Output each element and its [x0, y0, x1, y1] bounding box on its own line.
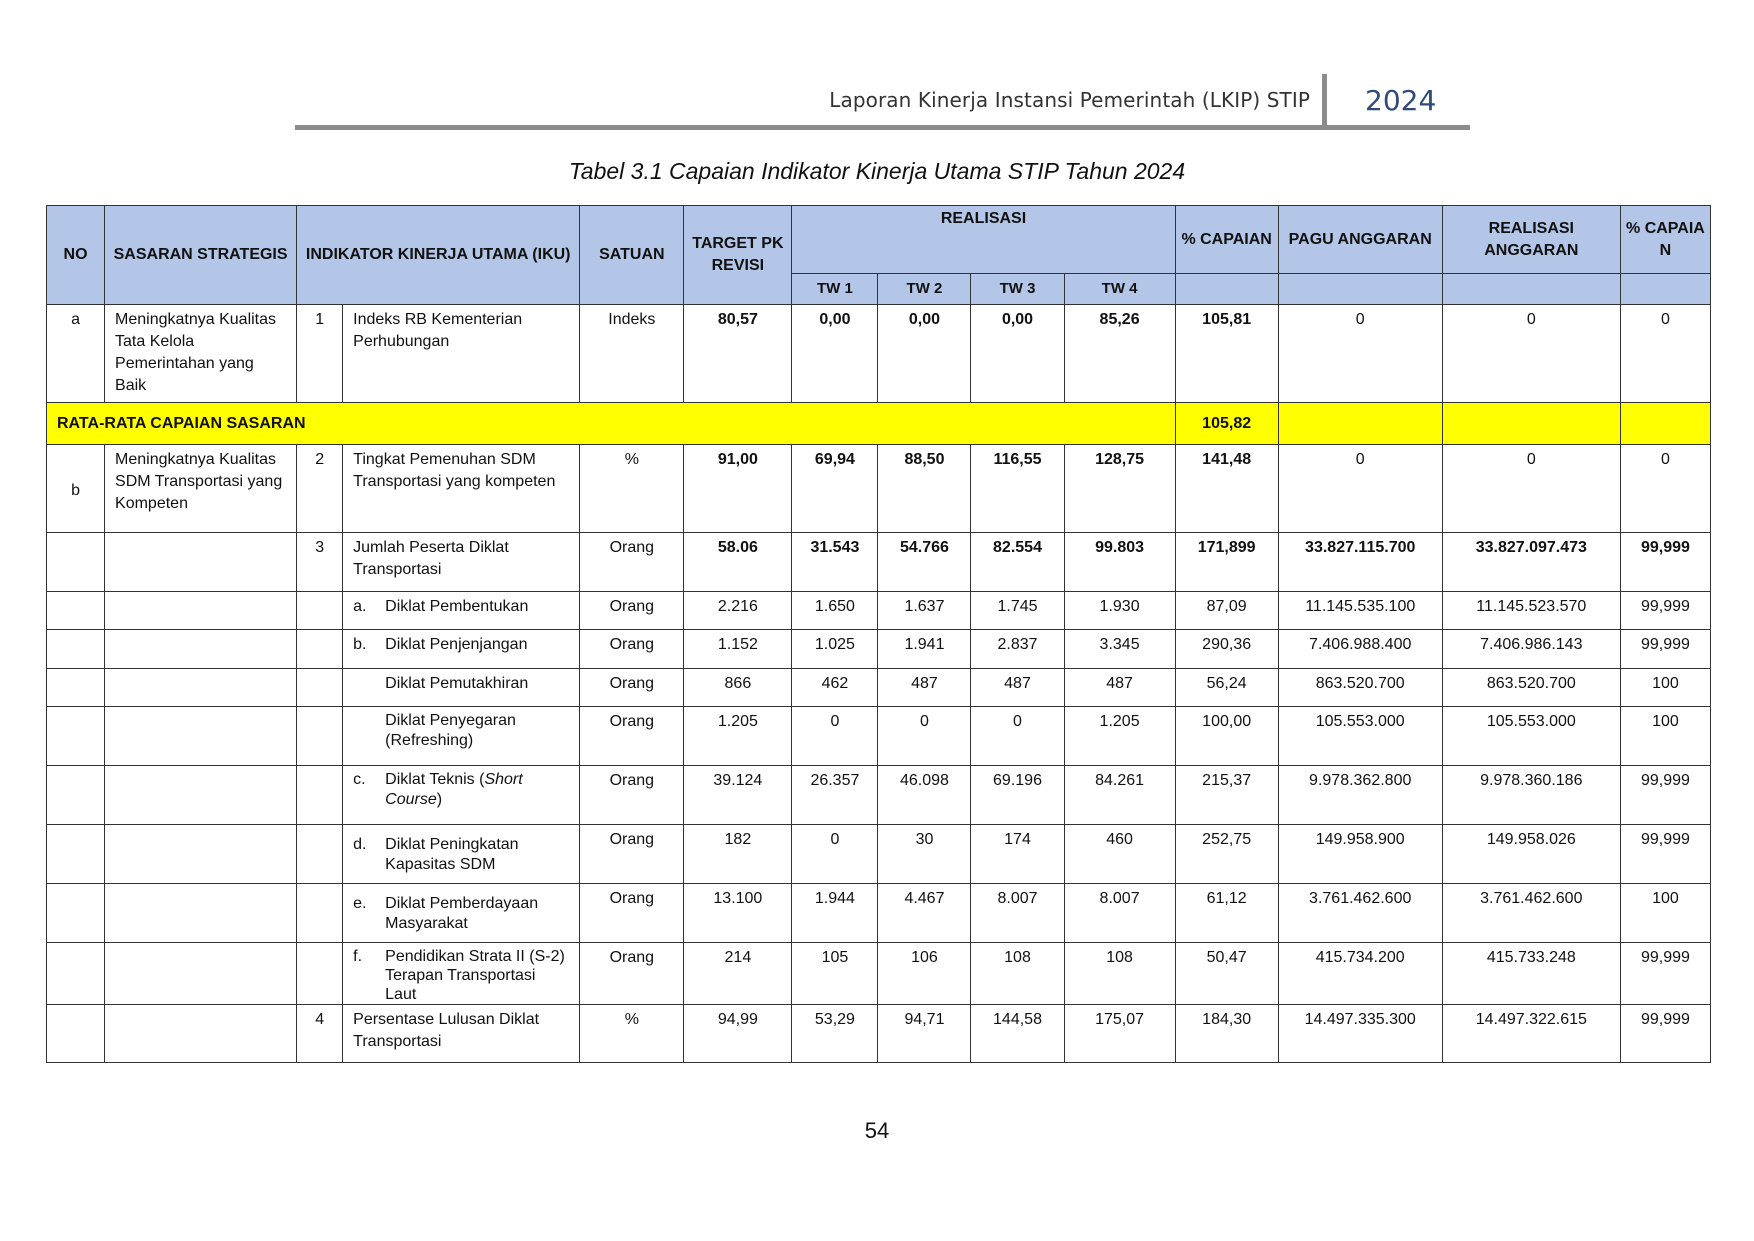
cell-iku: Pendidikan Strata II (S-2) Terapan Transportasi Laut: [385, 948, 565, 1003]
cell-satuan: Orang: [609, 713, 655, 730]
cell-pagu: 415.734.200: [1315, 949, 1405, 966]
cell-realisasi-anggaran: 105.553.000: [1486, 713, 1576, 730]
header-tw4: TW 4: [1064, 274, 1175, 305]
cell-realisasi-anggaran: 7.406.986.143: [1480, 636, 1583, 653]
cell-capaian: 141,48: [1202, 451, 1252, 468]
cell-tw4: 3.345: [1099, 636, 1140, 653]
cell-target: 13.100: [713, 890, 763, 907]
cell-iku-number: 1: [315, 311, 325, 328]
cell-target: 39.124: [713, 772, 763, 789]
cell-pagu: 863.520.700: [1315, 675, 1405, 692]
cell-capaian-anggaran: 100: [1652, 675, 1679, 692]
cell-capaian-anggaran: 99,999: [1640, 831, 1690, 848]
cell-realisasi-anggaran: 9.978.360.186: [1480, 772, 1583, 789]
cell-tw1: 31.543: [810, 539, 860, 556]
cell-tw3: 144,58: [993, 1011, 1042, 1028]
header-tw3: TW 3: [971, 274, 1064, 305]
cell-tw3: 108: [1004, 949, 1031, 966]
cell-target: 58.06: [717, 539, 758, 556]
cell-pagu: 0: [1355, 311, 1365, 328]
cell-capaian: 290,36: [1202, 636, 1252, 653]
cell-iku-number: 2: [315, 451, 325, 468]
cell-iku-close: ): [436, 791, 443, 808]
cell-tw3: 1.745: [997, 598, 1038, 615]
cell-iku: Diklat Pemutakhiran: [385, 675, 529, 692]
header-blank: [1442, 274, 1620, 305]
header-no: NO: [47, 206, 105, 305]
table-caption: Tabel 3.1 Capaian Indikator Kinerja Utama STIP Tahun 2024: [568, 158, 1186, 184]
header-realisasi: REALISASI: [792, 206, 1175, 274]
cell-tw2: 30: [915, 831, 934, 848]
cell-tw3: 174: [1004, 831, 1031, 848]
cell-pagu: 0: [1355, 451, 1365, 468]
cell-capaian: 61,12: [1206, 890, 1247, 907]
cell-capaian-anggaran: 99,999: [1640, 949, 1690, 966]
cell-sasaran: Meningkatnya Kualitas Tata Kelola Pemerintahan yang Baik: [115, 311, 277, 394]
cell-iku: Diklat Pembentukan: [385, 598, 529, 615]
cell-tw4: 460: [1106, 831, 1133, 848]
header-target: TARGET PK REVISI: [684, 206, 792, 305]
cell-tw2: 0,00: [908, 311, 941, 328]
table-row: [47, 305, 1711, 403]
cell-tw1: 0,00: [819, 311, 851, 328]
table-row: [47, 943, 1711, 1005]
cell-target: 866: [724, 675, 752, 692]
cell-pagu: 3.761.462.600: [1309, 890, 1412, 907]
cell-pagu: 105.553.000: [1315, 713, 1405, 730]
header-rule: [295, 125, 1470, 130]
table-row: [47, 669, 1711, 707]
performance-table: [46, 205, 1711, 1063]
cell-tw3: 487: [1004, 675, 1031, 692]
cell-sasaran: Meningkatnya Kualitas SDM Transportasi yang Kompeten: [115, 451, 283, 512]
header-capaian: % CAPAIAN: [1175, 206, 1278, 274]
cell-iku-italic: Short Course: [385, 771, 523, 808]
header-realisasi-anggaran: REALISASI ANGGARAN: [1442, 206, 1620, 274]
cell-iku: Tingkat Pemenuhan SDM Transportasi yang kompeten: [353, 451, 556, 490]
cell-tw2: 4.467: [904, 890, 945, 907]
cell-letter: c.: [353, 771, 366, 788]
cell-capaian-anggaran: 99,999: [1640, 1011, 1690, 1028]
cell-satuan: %: [624, 451, 639, 468]
cell-target: 94,99: [717, 1011, 758, 1028]
summary-row: [47, 403, 1711, 445]
table-row: [47, 592, 1711, 630]
header-sasaran: SASARAN STRATEGIS: [105, 206, 297, 305]
cell-capaian: 252,75: [1202, 831, 1252, 848]
cell-tw1: 105: [821, 949, 849, 966]
cell-realisasi-anggaran: 863.520.700: [1486, 675, 1576, 692]
header-blank: [1620, 274, 1710, 305]
cell-capaian: 50,47: [1206, 949, 1247, 966]
cell-no: b: [71, 481, 80, 499]
cell-tw4: 99.803: [1095, 539, 1145, 556]
table-row: [47, 884, 1711, 943]
cell-letter: f.: [353, 948, 363, 965]
cell-pagu: 7.406.988.400: [1309, 636, 1412, 653]
header-capaian-anggaran: % CAPAIA N: [1620, 206, 1710, 274]
cell-tw1: 1.650: [814, 598, 855, 615]
cell-tw1: 0: [830, 831, 840, 848]
cell-capaian-anggaran: 100: [1652, 890, 1679, 907]
cell-tw1: 53,29: [814, 1011, 855, 1028]
cell-iku: Diklat Peningkatan Kapasitas SDM: [385, 836, 519, 873]
cell-realisasi-anggaran: 149.958.026: [1486, 831, 1576, 848]
cell-pagu: 11.145.535.100: [1305, 598, 1416, 615]
cell-tw3: 82.554: [993, 539, 1042, 556]
cell-tw4: 487: [1106, 675, 1133, 692]
cell-capaian-anggaran: 99,999: [1640, 772, 1690, 789]
cell-tw1: 1.944: [814, 890, 855, 907]
cell-no: a: [71, 311, 80, 328]
cell-satuan: Orang: [609, 831, 655, 848]
cell-satuan: Orang: [609, 636, 655, 653]
cell-realisasi-anggaran: 3.761.462.600: [1480, 890, 1583, 907]
cell-capaian-anggaran: 100: [1652, 713, 1679, 730]
cell-tw2: 106: [911, 949, 938, 966]
header-year: 2024: [1365, 84, 1437, 117]
cell-iku: Jumlah Peserta Diklat Transportasi: [353, 539, 509, 578]
cell-pagu: 14.497.335.300: [1304, 1011, 1416, 1028]
cell-tw2: 0: [920, 713, 929, 730]
cell-tw4: 1.930: [1099, 598, 1140, 615]
cell-tw2: 94,71: [904, 1011, 945, 1028]
cell-tw2: 1.941: [904, 636, 945, 653]
cell-letter: e.: [353, 895, 367, 912]
cell-tw4: 8.007: [1099, 890, 1140, 907]
cell-target: 91,00: [717, 451, 758, 468]
table-row: [47, 707, 1711, 766]
header-tw1: TW 1: [792, 274, 878, 305]
cell-realisasi-anggaran: 0: [1526, 311, 1536, 328]
cell-capaian: 87,09: [1206, 598, 1247, 615]
cell-target: 182: [724, 831, 752, 848]
cell-capaian: 100,00: [1202, 713, 1252, 730]
summary-label: RATA-RATA CAPAIAN SASARAN: [57, 414, 306, 432]
cell-tw3: 116,55: [993, 451, 1042, 468]
cell-satuan: Indeks: [608, 311, 656, 328]
cell-capaian: 105,81: [1202, 311, 1252, 328]
header-tw2: TW 2: [878, 274, 971, 305]
cell-capaian: 184,30: [1202, 1011, 1252, 1028]
cell-realisasi-anggaran: 0: [1526, 451, 1536, 468]
cell-letter: a.: [353, 598, 367, 615]
cell-satuan: Orang: [609, 598, 655, 615]
page-number: 54: [864, 1118, 890, 1143]
cell-capaian: 171,899: [1197, 539, 1256, 556]
cell-tw3: 8.007: [997, 890, 1038, 907]
cell-target: 1.152: [717, 636, 758, 653]
cell-pagu: 149.958.900: [1315, 831, 1405, 848]
cell-letter: b.: [353, 636, 367, 653]
table-row: [47, 445, 1711, 533]
cell-tw4: 128,75: [1095, 451, 1145, 468]
cell-capaian-anggaran: 99,999: [1640, 636, 1690, 653]
cell-tw3: 0,00: [1001, 311, 1034, 328]
table-row: [47, 766, 1711, 825]
cell-tw1: 1.025: [814, 636, 855, 653]
cell-iku: Diklat Penyegaran (Refreshing): [385, 712, 516, 749]
table-row: [47, 533, 1711, 592]
cell-target: 214: [724, 949, 752, 966]
cell-realisasi-anggaran: 14.497.322.615: [1475, 1011, 1587, 1028]
cell-tw2: 46.098: [899, 772, 949, 789]
cell-target: 2.216: [717, 598, 758, 615]
summary-capaian: 105,82: [1202, 414, 1252, 432]
cell-iku: Diklat Penjenjangan: [385, 636, 528, 653]
table-row: [47, 1005, 1711, 1063]
cell-satuan: Orang: [609, 539, 655, 556]
cell-iku: Persentase Lulusan Diklat Transportasi: [353, 1011, 540, 1050]
cell-iku-number: 4: [315, 1011, 325, 1028]
cell-tw1: 462: [821, 675, 849, 692]
page-header: [295, 74, 1470, 130]
cell-tw1: 69,94: [814, 451, 855, 468]
cell-tw2: 1.637: [904, 598, 945, 615]
cell-capaian: 56,24: [1206, 675, 1247, 692]
cell-capaian-anggaran: 0: [1660, 311, 1670, 328]
header-iku: INDIKATOR KINERJA UTAMA (IKU): [297, 206, 580, 305]
cell-iku: Indeks RB Kementerian Perhubungan: [353, 311, 523, 350]
cell-tw3: 0: [1013, 713, 1022, 730]
cell-satuan: Orang: [609, 772, 655, 789]
cell-tw4: 108: [1106, 949, 1133, 966]
header-blank: [1278, 274, 1442, 305]
cell-tw2: 88,50: [904, 451, 945, 468]
cell-tw2: 54.766: [899, 539, 949, 556]
cell-tw1: 26.357: [810, 772, 860, 789]
cell-capaian: 215,37: [1202, 772, 1252, 789]
table-row: [47, 630, 1711, 669]
header-blank: [1175, 274, 1278, 305]
cell-iku-number: 3: [315, 539, 325, 556]
cell-satuan: Orang: [609, 890, 655, 907]
cell-tw4: 85,26: [1099, 311, 1140, 328]
header-title: Laporan Kinerja Instansi Pemerintah (LKIP) STIP: [829, 88, 1310, 112]
cell-tw3: 2.837: [997, 636, 1038, 653]
cell-tw2: 487: [911, 675, 938, 692]
cell-tw3: 69.196: [993, 772, 1042, 789]
cell-realisasi-anggaran: 415.733.248: [1486, 949, 1576, 966]
cell-tw4: 84.261: [1095, 772, 1145, 789]
cell-tw4: 175,07: [1095, 1011, 1145, 1028]
header-divider: [1322, 74, 1327, 130]
cell-capaian-anggaran: 99,999: [1640, 598, 1690, 615]
header-pagu: PAGU ANGGARAN: [1278, 206, 1442, 274]
cell-realisasi-anggaran: 11.145.523.570: [1476, 598, 1587, 615]
cell-tw4: 1.205: [1099, 713, 1140, 730]
cell-satuan: Orang: [609, 675, 655, 692]
cell-satuan: %: [624, 1011, 639, 1028]
cell-iku: Diklat Teknis (: [385, 771, 485, 788]
cell-pagu: 9.978.362.800: [1309, 772, 1412, 789]
cell-iku: Diklat Pemberdayaan Masyarakat: [385, 895, 539, 932]
cell-target: 80,57: [717, 311, 758, 328]
table-row: [47, 825, 1711, 884]
cell-tw1: 0: [830, 713, 840, 730]
cell-capaian-anggaran: 0: [1660, 451, 1670, 468]
cell-satuan: Orang: [609, 949, 655, 966]
header-satuan: SATUAN: [580, 206, 684, 305]
cell-target: 1.205: [717, 713, 758, 730]
cell-realisasi-anggaran: 33.827.097.473: [1475, 539, 1587, 556]
cell-capaian-anggaran: 99,999: [1640, 539, 1690, 556]
cell-letter: d.: [353, 836, 367, 853]
cell-pagu: 33.827.115.700: [1305, 539, 1416, 556]
